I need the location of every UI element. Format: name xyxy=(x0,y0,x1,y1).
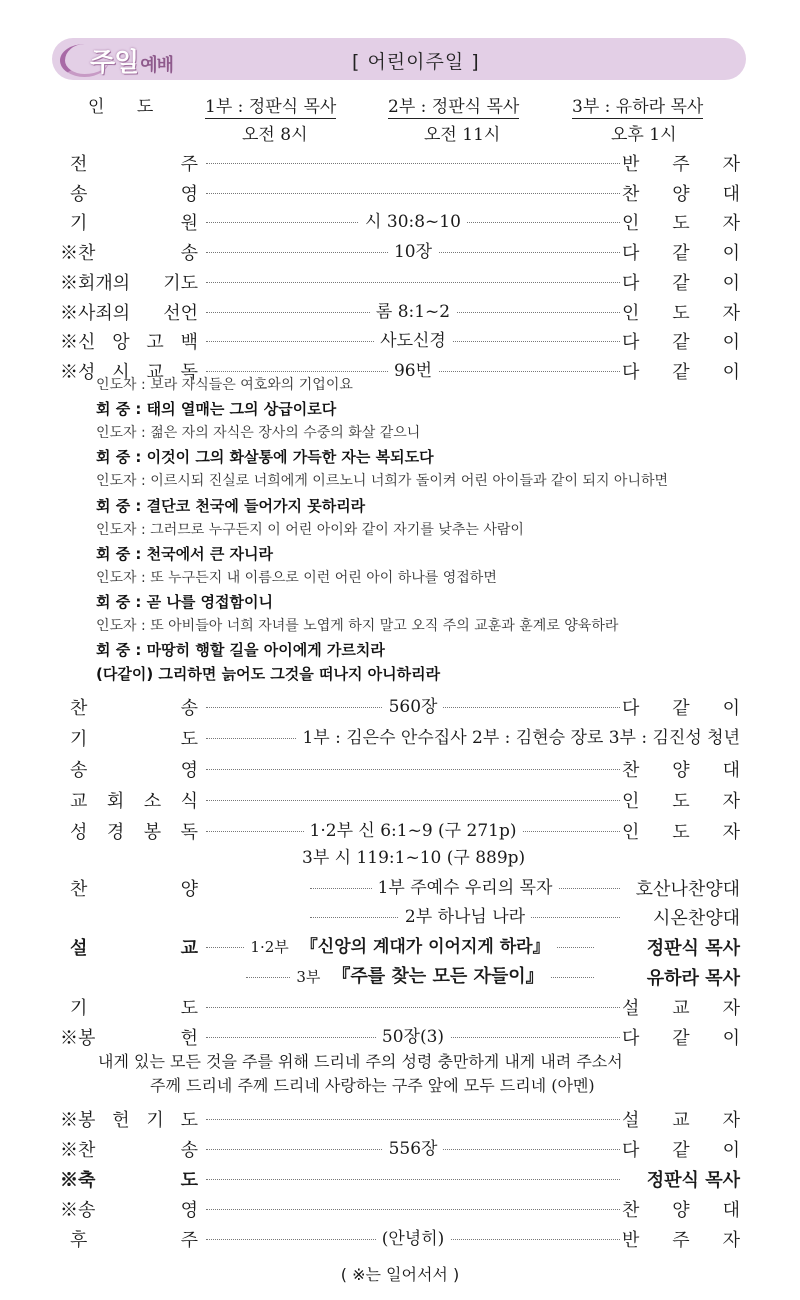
order-detail: 1·2부 신 6:1~9 (구 271p) xyxy=(304,821,523,841)
order-leader: 다 같 이 xyxy=(622,1028,740,1049)
order-label: 기 도 xyxy=(70,729,198,750)
order-label: ※봉 헌 xyxy=(60,1028,198,1049)
order-label: 송 영 xyxy=(70,760,198,781)
order-leader: 인 도 자 xyxy=(622,822,740,843)
sermon-service-2: 3부 xyxy=(290,968,326,986)
intro-label: 인 도 xyxy=(88,97,154,117)
service-1-time: 오전 8시 xyxy=(242,125,308,145)
order-leader: 찬 양 대 xyxy=(622,1200,740,1221)
order-row xyxy=(60,297,740,323)
order-detail: 시 30:8~10 xyxy=(359,212,467,232)
order-row-postlude xyxy=(60,1224,740,1250)
order-label: ※찬 송 xyxy=(60,1140,198,1161)
order-label: 성 경 봉 독 xyxy=(70,822,198,843)
order-label: ※신 앙 고 백 xyxy=(60,332,198,354)
reading-3rd-service: 3부 시 119:1~10 (구 889p) xyxy=(302,848,526,868)
service-1-name: 1부 : 정판식 목사 xyxy=(205,97,337,117)
service-2-time: 오전 11시 xyxy=(424,125,501,145)
order-row-prayer-2 xyxy=(60,992,740,1018)
order-label: ※봉 헌 기 도 xyxy=(60,1110,198,1131)
order-detail: 롬 8:1~2 xyxy=(370,302,456,322)
order-row xyxy=(60,237,740,263)
order-detail: 560장 xyxy=(383,697,444,717)
order-label: ※사죄의 선언 xyxy=(60,302,198,324)
order-label: 찬 양 xyxy=(70,879,198,900)
order-detail: 50장(3) xyxy=(376,1027,450,1047)
order-row-prayer xyxy=(60,723,740,749)
order-row-benediction xyxy=(60,1164,740,1190)
leader-line: 인도자 : 이르시되 진실로 너희에게 이르노니 너희가 돌이켜 어린 아이들과 같이 되지 아니하면 xyxy=(96,473,669,490)
order-row-choir-1 xyxy=(60,873,740,899)
order-label: 전 주 xyxy=(70,154,198,175)
congregation-line: 회 중 : 천국에서 큰 자니라 xyxy=(96,544,274,563)
order-label: 송 영 xyxy=(70,183,198,205)
order-row-offering xyxy=(60,1022,740,1048)
order-label: 교 회 소 식 xyxy=(70,791,198,812)
sermon-preacher-2: 유하라 목사 xyxy=(646,968,740,989)
service-2-name: 2부 : 정판식 목사 xyxy=(388,97,520,117)
order-detail: 10장 xyxy=(388,242,438,262)
order-label: ※성 시 교 독 xyxy=(60,361,198,383)
leader-line: 인도자 : 또 아비들아 너희 자녀를 노엽게 하지 말고 오직 주의 교훈과 훈계로 양육하라 xyxy=(96,618,619,634)
page-title: [ 어린이주일 ] xyxy=(352,51,480,73)
order-detail: (안녕히) xyxy=(376,1229,451,1249)
order-leader: 다 같 이 xyxy=(622,272,740,294)
congregation-line: 회 중 : 마땅히 행할 길을 아이에게 가르치라 xyxy=(96,641,385,660)
order-row xyxy=(60,267,740,293)
congregation-line: 회 중 : 결단코 천국에 들어가지 못하리라 xyxy=(96,496,366,515)
order-detail: 사도신경 xyxy=(374,331,452,351)
order-detail: 1부 : 김은수 안수집사 2부 : 김현승 장로 3부 : 김진성 청년 xyxy=(296,728,740,748)
order-row-hymn-1 xyxy=(60,692,740,718)
order-leader: 설 교 자 xyxy=(622,1110,740,1131)
order-detail: 96번 xyxy=(388,361,438,381)
choir-name-1: 호산나찬양대 xyxy=(635,879,740,900)
order-label: 설 교 xyxy=(70,938,198,959)
order-label: 기 원 xyxy=(70,213,198,235)
leader-line: 인도자 : 또 누구든지 내 이름으로 이런 어린 아이 하나를 영접하면 xyxy=(96,569,497,586)
footnote: ( ※는 일어서서 ) xyxy=(340,1265,460,1284)
offering-lyrics-1: 내게 있는 모든 것을 주를 위해 드리네 주의 성령 충만하게 내게 내려 주소서 xyxy=(98,1052,623,1071)
sermon-title-1: 『신앙의 계대가 이어지게 하라』 xyxy=(295,937,556,957)
congregation-line: (다같이) 그리하면 늙어도 그것을 떠나지 아니하리라 xyxy=(96,665,441,684)
order-leader: 다 같 이 xyxy=(622,361,740,383)
order-leader: 다 같 이 xyxy=(622,332,740,354)
order-leader: 정판식 목사 xyxy=(646,1170,740,1191)
order-label: ※회개의 기도 xyxy=(60,272,198,294)
offering-lyrics-2: 주께 드리네 주께 드리네 사랑하는 구주 앞에 모두 드리네 (아멘) xyxy=(150,1076,595,1095)
order-row xyxy=(60,326,740,352)
order-leader: 찬 양 대 xyxy=(622,183,740,205)
order-row-reading xyxy=(60,816,740,842)
congregation-line: 회 중 : 이것이 그의 화살통에 가득한 자는 복되도다 xyxy=(96,448,434,467)
order-row-news xyxy=(60,785,740,811)
order-leader: 찬 양 대 xyxy=(622,760,740,781)
order-label: ※찬 송 xyxy=(60,243,198,265)
congregation-line: 회 중 : 곧 나를 영접함이니 xyxy=(96,592,274,611)
congregation-line: 회 중 : 태의 열매는 그의 상급이로다 xyxy=(96,400,337,419)
order-leader: 인 도 자 xyxy=(622,213,740,235)
header-banner xyxy=(52,38,746,80)
order-row-hymn-2 xyxy=(60,1134,740,1160)
order-leader: 다 같 이 xyxy=(622,1140,740,1161)
order-leader: 인 도 자 xyxy=(622,791,740,812)
order-leader: 인 도 자 xyxy=(622,302,740,324)
order-leader: 다 같 이 xyxy=(622,698,740,719)
order-row-sermon-1 xyxy=(60,932,740,958)
logo: 주일 예배 xyxy=(90,48,174,78)
order-leader: 다 같 이 xyxy=(622,243,740,265)
leader-line: 인도자 : 그러므로 누구든지 이 어린 아이와 같이 자기를 낮추는 사람이 xyxy=(96,521,524,538)
sermon-service-1: 1·2부 xyxy=(244,938,294,956)
order-label: ※축 도 xyxy=(60,1170,198,1191)
sermon-preacher-1: 정판식 목사 xyxy=(646,938,740,959)
order-row-offering-prayer xyxy=(60,1104,740,1130)
order-row-choir-2 xyxy=(60,902,740,928)
order-row xyxy=(60,207,740,233)
choir-song-1: 1부 주예수 우리의 목자 xyxy=(372,878,559,898)
order-label: 후 주 xyxy=(70,1230,198,1251)
order-leader: 반 주 자 xyxy=(622,154,740,175)
order-label: 찬 송 xyxy=(70,698,198,719)
order-label: 기 도 xyxy=(70,998,198,1019)
leader-line: 인도자 : 보라 자식들은 여호와의 기업이요 xyxy=(96,377,353,393)
order-row xyxy=(60,148,740,174)
service-3-time: 오후 1시 xyxy=(611,125,677,145)
sermon-title-2: 『주를 찾는 모든 자들이』 xyxy=(326,966,549,987)
leader-line: 인도자 : 젊은 자의 자식은 장사의 수중의 화살 같으니 xyxy=(96,425,421,442)
order-leader: 설 교 자 xyxy=(622,998,740,1019)
choir-song-2: 2부 하나님 나라 xyxy=(399,907,531,927)
order-leader: 반 주 자 xyxy=(622,1230,740,1251)
order-detail: 556장 xyxy=(383,1139,444,1159)
order-row xyxy=(60,178,740,204)
order-row-doxology xyxy=(60,1194,740,1220)
order-row-sermon-2 xyxy=(60,962,740,988)
order-label: ※송 영 xyxy=(60,1200,198,1221)
service-3-name: 3부 : 유하라 목사 xyxy=(572,97,704,117)
choir-name-2: 시온찬양대 xyxy=(653,908,740,929)
order-row-anthem xyxy=(60,754,740,780)
